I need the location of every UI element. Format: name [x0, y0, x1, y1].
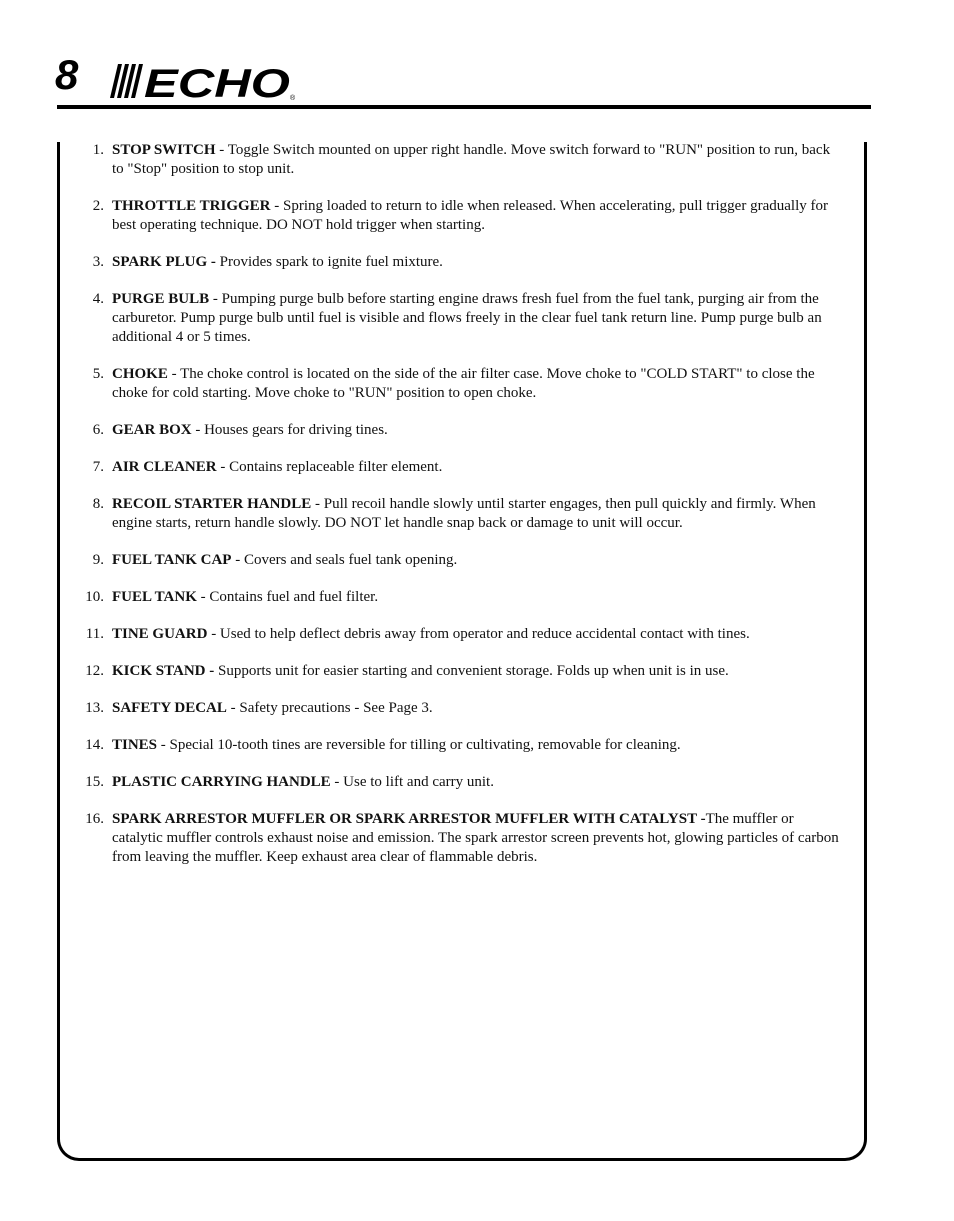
item-description: - Contains fuel and fuel filter.: [196, 589, 379, 605]
logo-wordmark: ECHO: [144, 62, 290, 102]
item-description: The muffler or catalytic muffler controls exhaust noise and emission. The spark arrestor screen prevents hot, glowing particles of carbon from leaving the muffler. Keep exhaust area clear of flammable debris.: [112, 811, 839, 865]
item-description: - Houses gears for driving tines.: [191, 422, 388, 438]
item-number: 1.: [92, 142, 104, 158]
item-number: 6.: [92, 422, 104, 438]
item-number: 4.: [92, 291, 104, 307]
item-description: - Contains replaceable filter element.: [216, 459, 443, 475]
item-description: - Pumping purge bulb before starting engine draws fresh fuel from the fuel tank, purging air from the carburetor. Pump purge bulb until fuel is visible and flows freely in the clear fuel tank return line. Pump purge bulb an additional 4 or 5 times.: [112, 291, 822, 345]
item-number: 9.: [92, 552, 104, 568]
list-item: [0, 495, 840, 533]
list-item: [0, 551, 840, 570]
item-description: - Special 10-tooth tines are reversible for tilling or cultivating, removable for cleaning.: [157, 737, 681, 753]
item-number: 15.: [85, 774, 104, 790]
list-item: [0, 699, 840, 718]
item-number: 2.: [92, 198, 104, 214]
item-description: - Use to lift and carry unit.: [330, 774, 494, 790]
item-term: TINES: [112, 737, 158, 753]
list-item: [0, 736, 840, 755]
item-term: TINE GUARD: [112, 626, 208, 642]
list-item: [0, 662, 840, 681]
item-number: 3.: [92, 254, 104, 270]
page-number: 8: [55, 51, 79, 98]
item-term: SAFETY DECAL: [112, 700, 227, 716]
item-number: 11.: [85, 626, 104, 642]
item-number: 13.: [85, 700, 104, 716]
list-item: [0, 421, 840, 440]
item-term: GEAR BOX: [112, 422, 192, 438]
list-item: [0, 458, 840, 477]
item-number: 5.: [92, 366, 104, 382]
item-description: - Spring loaded to return to idle when released. When accelerating, pull trigger gradually for best operating technique. DO NOT hold trigger when starting.: [112, 198, 828, 233]
list-item: [0, 290, 840, 347]
item-description: - Pull recoil handle slowly until starter engages, then pull quickly and firmly. When engine starts, return handle slowly. DO NOT let handle snap back or damage to unit will occur.: [112, 496, 816, 531]
item-description: - Safety precautions - See Page 3.: [226, 700, 433, 716]
item-term: PLASTIC CARRYING HANDLE: [112, 774, 331, 790]
item-description: Provides spark to ignite fuel mixture.: [215, 254, 443, 270]
item-term: KICK STAND -: [112, 663, 215, 679]
item-number: 8.: [92, 496, 104, 512]
list-item: [0, 810, 840, 867]
item-term: CHOKE: [112, 366, 168, 382]
item-number: 12.: [85, 663, 104, 679]
item-number: 16.: [85, 811, 104, 827]
item-term: SPARK ARRESTOR MUFFLER OR SPARK ARRESTOR MUFFLER WITH CATALYST -: [112, 811, 706, 827]
item-term: THROTTLE TRIGGER: [112, 198, 271, 214]
item-description: - Covers and seals fuel tank opening.: [231, 552, 458, 568]
item-description: Supports unit for easier starting and convenient storage. Folds up when unit is in use.: [214, 663, 729, 679]
item-term: FUEL TANK: [112, 589, 197, 605]
list-item: [0, 197, 840, 235]
item-term: FUEL TANK CAP: [112, 552, 232, 568]
list-item: [0, 141, 840, 179]
item-number: 14.: [85, 737, 104, 753]
item-description: - Used to help deflect debris away from operator and reduce accidental contact with tines.: [207, 626, 750, 642]
list-item: [0, 365, 840, 403]
list-item: [0, 773, 840, 792]
list-item: [0, 588, 840, 607]
item-term: SPARK PLUG -: [112, 254, 216, 270]
item-term: PURGE BULB: [112, 291, 210, 307]
item-description: - The choke control is located on the side of the air filter case. Move choke to "COLD START" to close the choke for cold starting. Move choke to "RUN" position to open choke.: [112, 366, 815, 401]
item-number: 10.: [85, 589, 104, 605]
item-description: - Toggle Switch mounted on upper right handle. Move switch forward to "RUN" position to run, back to "Stop" position to stop unit.: [112, 142, 831, 177]
item-term: AIR CLEANER: [112, 459, 217, 475]
header-rule: [57, 105, 871, 109]
parts-description-list: [0, 141, 954, 885]
item-term: RECOIL STARTER HANDLE: [112, 496, 312, 512]
list-item: [0, 253, 840, 272]
item-number: 7.: [92, 459, 104, 475]
item-term: STOP SWITCH: [112, 142, 216, 158]
registered-mark: ®: [290, 95, 296, 102]
echo-logo: [108, 58, 300, 102]
list-item: [0, 625, 840, 644]
